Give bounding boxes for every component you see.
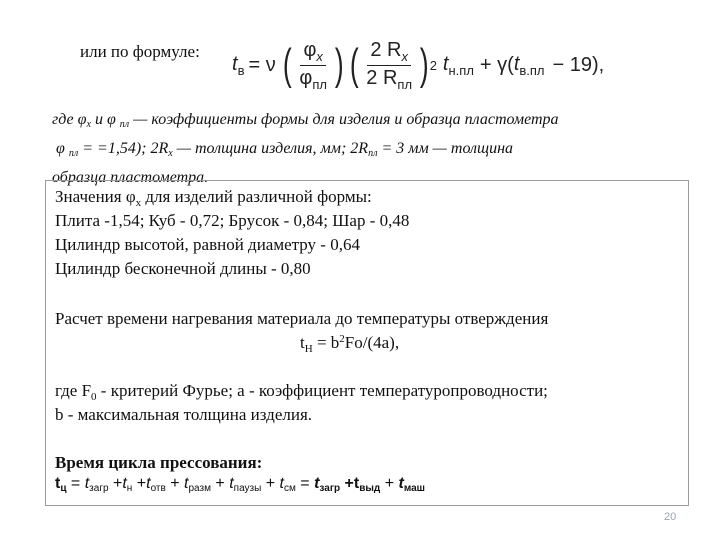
formula-eq-nu: = ν [248,53,276,76]
formula-t-vpl: $t_{в.пл}$ [513,52,545,78]
thickness-definition-line: b - максимальная толщина изделия. [55,405,313,424]
shape-values-title: Значения $\varphi_x$ для изделий различной формы: [55,187,372,209]
heating-time-title: Расчет времени нагревания материала до температуры отверждения [55,309,549,328]
formula-lhs: $t_в$ [232,52,245,78]
cylinder-value-line: Цилиндр высотой, равной диаметру - 0,64 [55,235,360,254]
page-number: 20 [664,511,677,523]
heating-time-formula-2: $t_H = b^2Fo/(4a)$, [300,333,400,355]
right-paren-2: ) [419,40,429,89]
right-paren: ) [334,40,344,89]
fourier-definition-line: где $F_0$ - критерий Фурье; a - коэффициент температуропроводности; [55,381,548,403]
cycle-time-title: Время цикла прессования: [55,453,263,472]
formula-plus-gamma: + γ( [479,53,514,76]
explanation-line-1: где φx и φ пл — коэффициенты формы для изделия и образца пластометра [52,111,559,130]
formula-t-npl: $t_{н.пл}$ [442,52,474,78]
formula-tail: − 19), [552,53,605,76]
thickness-fraction: $\frac{2 R_x}{2 R_{пл}}$ [366,38,413,92]
infinite-cylinder-value-line: Цилиндр бесконечной длины - 0,80 [55,259,311,278]
formula-intro-label: или по формуле: [80,42,200,61]
shape-values-line: Плита -1,54; Куб - 0,72; Брусок - 0,84; Шар - 0,48 [55,211,410,230]
left-paren: ( [282,40,292,89]
left-paren-2: ( [349,40,359,89]
shape-coefficient-fraction: $\frac{\varphi_x}{\varphi_{пл}}$ [299,38,327,92]
cycle-time-equation: tц = tзагр +tн +tотв + tразм + tпаузы + tсм = tзагр +tвыд + tмаш [55,475,426,494]
info-box [45,180,689,506]
explanation-line-2: φ пл = =1,54); 2Rx — толщина изделия, мм; 2Rпл = 3 мм — толщина [56,140,514,159]
explanation-line-3: образца пластометра. [52,169,209,186]
formula-explanation [52,108,559,190]
heating-time-formula [232,30,604,100]
formula-power: 2 [429,57,437,73]
